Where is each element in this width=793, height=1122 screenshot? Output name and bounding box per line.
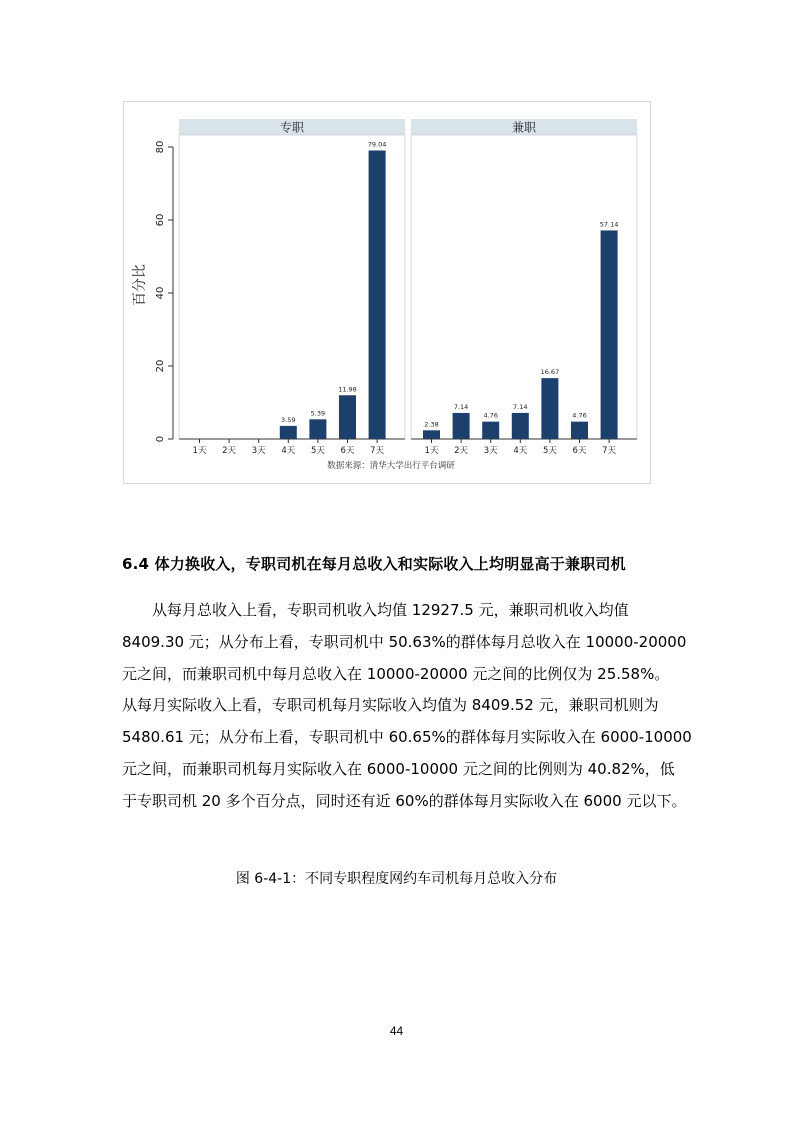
bar-value-label: 3.59 [281,415,296,424]
bar [309,419,326,439]
body-paragraph [122,595,692,818]
y-tick-label: 40 [155,286,166,300]
bar [541,378,558,439]
body-line: 5480.61 元；从分布上看，专职司机中 60.65%的群体每月实际收入在 6000-10000 [122,728,692,747]
body-line: 于专职司机 20 多个百分点，同时还有近 60%的群体每月实际收入在 6000 元以下。 [122,791,687,810]
x-tick-label: 1天 [424,446,439,456]
x-tick-label: 2天 [222,446,237,456]
x-tick-label: 7天 [602,446,617,456]
bar-value-label: 11.98 [338,385,357,394]
panel-title: 专职 [279,120,305,135]
y-tick-label: 20 [155,359,166,373]
x-tick-label: 5天 [310,446,325,456]
body-line: 元之间，而兼职司机中每月总收入在 10000-20000 元之间的比例仅为 25.58%。 [122,664,670,683]
x-tick-label: 4天 [513,446,528,456]
bar [280,426,297,439]
x-tick-label: 3天 [251,446,266,456]
x-tick-label: 2天 [454,446,469,456]
bar [369,151,386,439]
bar-value-label: 7.14 [513,402,528,411]
y-tick-label: 0 [155,435,166,443]
bar-value-label: 2.38 [424,420,439,429]
x-tick-label: 4天 [281,446,296,456]
panel-title: 兼职 [511,120,537,135]
bar-value-label: 4.76 [483,411,498,420]
body-line: 从每月总收入上看，专职司机收入均值 12927.5 元，兼职司机收入均值 [152,601,629,619]
bar-value-label: 79.04 [367,140,387,149]
bar [601,230,618,439]
page-number: 44 [389,1024,404,1038]
bar [339,395,356,439]
x-tick-label: 3天 [483,446,498,456]
x-tick-label: 5天 [542,446,557,456]
bar [423,430,440,439]
x-tick-label: 6天 [572,446,587,456]
section-heading: 6.4 体力换收入，专职司机在每月总收入和实际收入上均明显高于兼职司机 [122,555,626,573]
chart-source-note: 数据来源：清华大学出行平台调研 [327,461,455,471]
y-tick-label: 60 [155,213,166,227]
bar-value-label: 7.14 [453,402,469,411]
y-tick-label: 80 [155,140,166,154]
bar-value-label: 16.67 [540,368,560,377]
bar [512,413,529,439]
chart-frame [123,101,651,484]
y-axis-label: 百分比 [132,264,148,306]
body-line: 元之间，而兼职司机每月实际收入在 6000-10000 元之间的比例则为 40.82%，低 [122,759,675,778]
bar-value-label: 5.39 [310,409,326,418]
body-line: 从每月实际收入上看，专职司机每月实际收入均值为 8409.52 元，兼职司机则为 [122,696,659,715]
bar-chart [124,102,652,485]
bar [453,413,470,439]
bar-value-label: 4.76 [572,411,587,420]
figure-caption: 图 6-4-1：不同专职程度网约车司机每月总收入分布 [235,871,558,887]
bar [482,422,499,439]
x-tick-label: 1天 [192,446,207,456]
bar-value-label: 57.14 [599,220,619,229]
bar [571,422,588,439]
x-tick-label: 7天 [370,446,385,456]
x-tick-label: 6天 [340,446,355,456]
body-line: 8409.30 元；从分布上看，专职司机中 50.63%的群体每月总收入在 10000-20000 [122,632,687,651]
